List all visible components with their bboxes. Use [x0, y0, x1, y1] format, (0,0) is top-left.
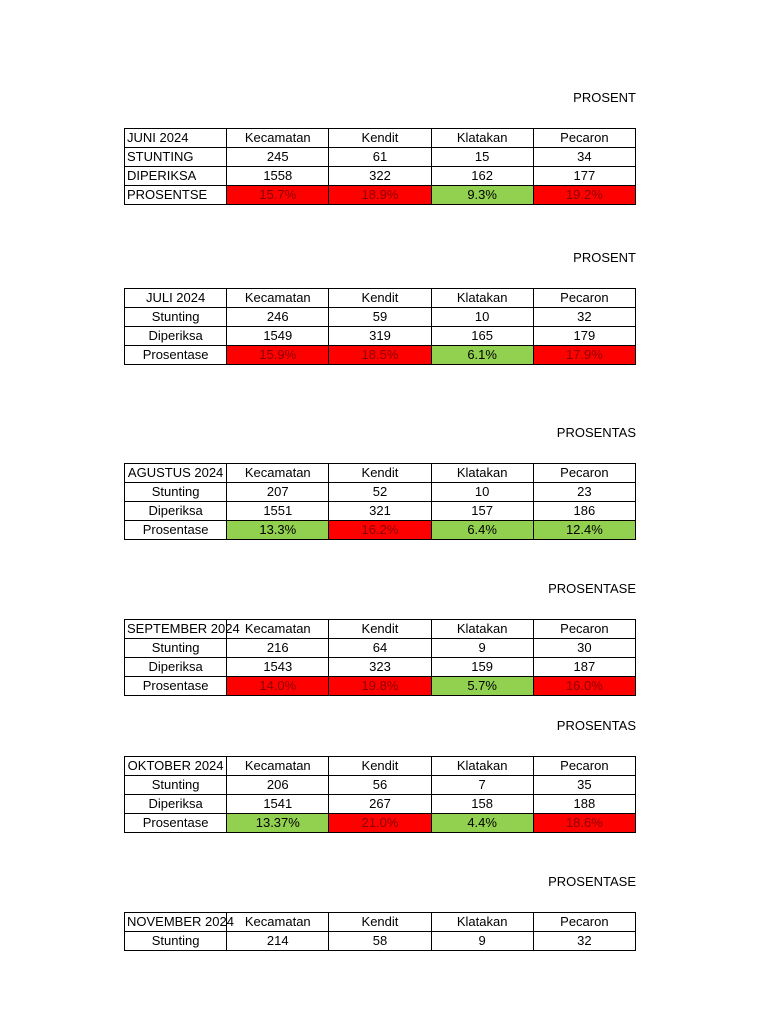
column-header: Kendit	[329, 620, 431, 639]
table-cell: 159	[431, 658, 533, 677]
percentage-cell: 5.7%	[431, 677, 533, 696]
table-row	[125, 502, 636, 521]
table-cell: 322	[329, 167, 431, 186]
percentage-cell: 19.2%	[533, 186, 635, 205]
percentage-cell: 18.5%	[329, 346, 431, 365]
table-row	[125, 327, 636, 346]
table-cell: 34	[533, 148, 635, 167]
section-heading: PROSENTASE	[548, 581, 636, 596]
percentage-cell: 18.6%	[533, 814, 635, 833]
percentage-cell: 14.0%	[227, 677, 329, 696]
month-header: JUNI 2024	[125, 129, 227, 148]
percentage-cell: 12.4%	[533, 521, 635, 540]
percentage-cell: 19.8%	[329, 677, 431, 696]
table-cell: 267	[329, 795, 431, 814]
column-header: Klatakan	[431, 757, 533, 776]
data-table-september	[124, 619, 636, 696]
percentage-cell: 18.9%	[329, 186, 431, 205]
table-row	[125, 677, 636, 696]
table-cell: 1543	[227, 658, 329, 677]
data-table-juni	[124, 128, 636, 205]
column-header: Kendit	[329, 289, 431, 308]
table-cell: 23	[533, 483, 635, 502]
percentage-cell: 6.4%	[431, 521, 533, 540]
percentage-cell: 4.4%	[431, 814, 533, 833]
section-heading: PROSENT	[573, 90, 636, 105]
table-cell: 52	[329, 483, 431, 502]
data-table-oktober	[124, 756, 636, 833]
column-header: Pecaron	[533, 464, 635, 483]
table-row	[125, 167, 636, 186]
table-cell: 186	[533, 502, 635, 521]
table-cell: 321	[329, 502, 431, 521]
percentage-cell: 16.0%	[533, 677, 635, 696]
column-header: Pecaron	[533, 129, 635, 148]
table-row	[125, 346, 636, 365]
percentage-cell: 17.9%	[533, 346, 635, 365]
column-header: Klatakan	[431, 289, 533, 308]
table-cell: 177	[533, 167, 635, 186]
table-cell: 58	[329, 932, 431, 951]
table-cell: 1549	[227, 327, 329, 346]
column-header: Kendit	[329, 129, 431, 148]
table-row	[125, 932, 636, 951]
percentage-cell: 15.9%	[227, 346, 329, 365]
table-cell: 158	[431, 795, 533, 814]
table-cell: 35	[533, 776, 635, 795]
table-row	[125, 521, 636, 540]
month-header: NOVEMBER 2024	[125, 913, 227, 932]
row-label: Prosentase	[125, 814, 227, 833]
table-row	[125, 308, 636, 327]
table-row	[125, 148, 636, 167]
row-label: Stunting	[125, 483, 227, 502]
column-header: Kendit	[329, 757, 431, 776]
percentage-cell: 13.37%	[227, 814, 329, 833]
table-header-row	[125, 464, 636, 483]
section-heading: PROSENT	[573, 250, 636, 265]
row-label: Prosentase	[125, 677, 227, 696]
table-cell: 188	[533, 795, 635, 814]
table-row	[125, 639, 636, 658]
percentage-cell: 13.3%	[227, 521, 329, 540]
table-cell: 10	[431, 308, 533, 327]
column-header: Pecaron	[533, 757, 635, 776]
column-header: Kecamatan	[227, 464, 329, 483]
percentage-cell: 21.0%	[329, 814, 431, 833]
table-cell: 61	[329, 148, 431, 167]
column-header: Klatakan	[431, 464, 533, 483]
data-table-juli	[124, 288, 636, 365]
month-header: JULI 2024	[125, 289, 227, 308]
table-cell: 1541	[227, 795, 329, 814]
percentage-cell: 15.7%	[227, 186, 329, 205]
row-label: Diperiksa	[125, 658, 227, 677]
table-cell: 165	[431, 327, 533, 346]
table-cell: 9	[431, 932, 533, 951]
row-label: Prosentase	[125, 521, 227, 540]
percentage-cell: 9.3%	[431, 186, 533, 205]
table-cell: 15	[431, 148, 533, 167]
row-label: Diperiksa	[125, 502, 227, 521]
table-cell: 7	[431, 776, 533, 795]
table-cell: 187	[533, 658, 635, 677]
table-header-row	[125, 620, 636, 639]
table-cell: 1551	[227, 502, 329, 521]
section-heading: PROSENTAS	[556, 425, 636, 440]
table-cell: 206	[227, 776, 329, 795]
row-label: PROSENTSE	[125, 186, 227, 205]
row-label: STUNTING	[125, 148, 227, 167]
column-header: Pecaron	[533, 913, 635, 932]
row-label: Stunting	[125, 776, 227, 795]
table-row	[125, 814, 636, 833]
table-cell: 207	[227, 483, 329, 502]
table-row	[125, 483, 636, 502]
percentage-cell: 6.1%	[431, 346, 533, 365]
row-label: Diperiksa	[125, 327, 227, 346]
table-cell: 216	[227, 639, 329, 658]
table-cell: 246	[227, 308, 329, 327]
table-row	[125, 658, 636, 677]
column-header: Kecamatan	[227, 620, 329, 639]
column-header: Klatakan	[431, 913, 533, 932]
column-header: Kendit	[329, 913, 431, 932]
table-cell: 162	[431, 167, 533, 186]
row-label: Stunting	[125, 932, 227, 951]
column-header: Kecamatan	[227, 757, 329, 776]
section-heading: PROSENTAS	[556, 718, 636, 733]
data-table-agustus	[124, 463, 636, 540]
row-label: Diperiksa	[125, 795, 227, 814]
table-cell: 30	[533, 639, 635, 658]
table-row	[125, 795, 636, 814]
table-cell: 323	[329, 658, 431, 677]
table-header-row	[125, 129, 636, 148]
column-header: Pecaron	[533, 620, 635, 639]
row-label: Stunting	[125, 308, 227, 327]
column-header: Kecamatan	[227, 913, 329, 932]
column-header: Kendit	[329, 464, 431, 483]
column-header: Kecamatan	[227, 289, 329, 308]
table-header-row	[125, 289, 636, 308]
row-label: Prosentase	[125, 346, 227, 365]
data-table-november	[124, 912, 636, 951]
table-cell: 56	[329, 776, 431, 795]
table-row	[125, 186, 636, 205]
section-heading: PROSENTASE	[548, 874, 636, 889]
row-label: Stunting	[125, 639, 227, 658]
month-header: OKTOBER 2024	[125, 757, 227, 776]
table-cell: 59	[329, 308, 431, 327]
month-header: AGUSTUS 2024	[125, 464, 227, 483]
table-cell: 245	[227, 148, 329, 167]
table-cell: 9	[431, 639, 533, 658]
table-cell: 1558	[227, 167, 329, 186]
table-cell: 64	[329, 639, 431, 658]
table-row	[125, 776, 636, 795]
table-cell: 10	[431, 483, 533, 502]
column-header: Klatakan	[431, 129, 533, 148]
row-label: DIPERIKSA	[125, 167, 227, 186]
table-cell: 319	[329, 327, 431, 346]
percentage-cell: 16.2%	[329, 521, 431, 540]
table-cell: 179	[533, 327, 635, 346]
table-cell: 214	[227, 932, 329, 951]
month-header: SEPTEMBER 2024	[125, 620, 227, 639]
table-cell: 32	[533, 308, 635, 327]
column-header: Klatakan	[431, 620, 533, 639]
table-header-row	[125, 757, 636, 776]
column-header: Pecaron	[533, 289, 635, 308]
table-cell: 32	[533, 932, 635, 951]
table-cell: 157	[431, 502, 533, 521]
table-header-row	[125, 913, 636, 932]
column-header: Kecamatan	[227, 129, 329, 148]
